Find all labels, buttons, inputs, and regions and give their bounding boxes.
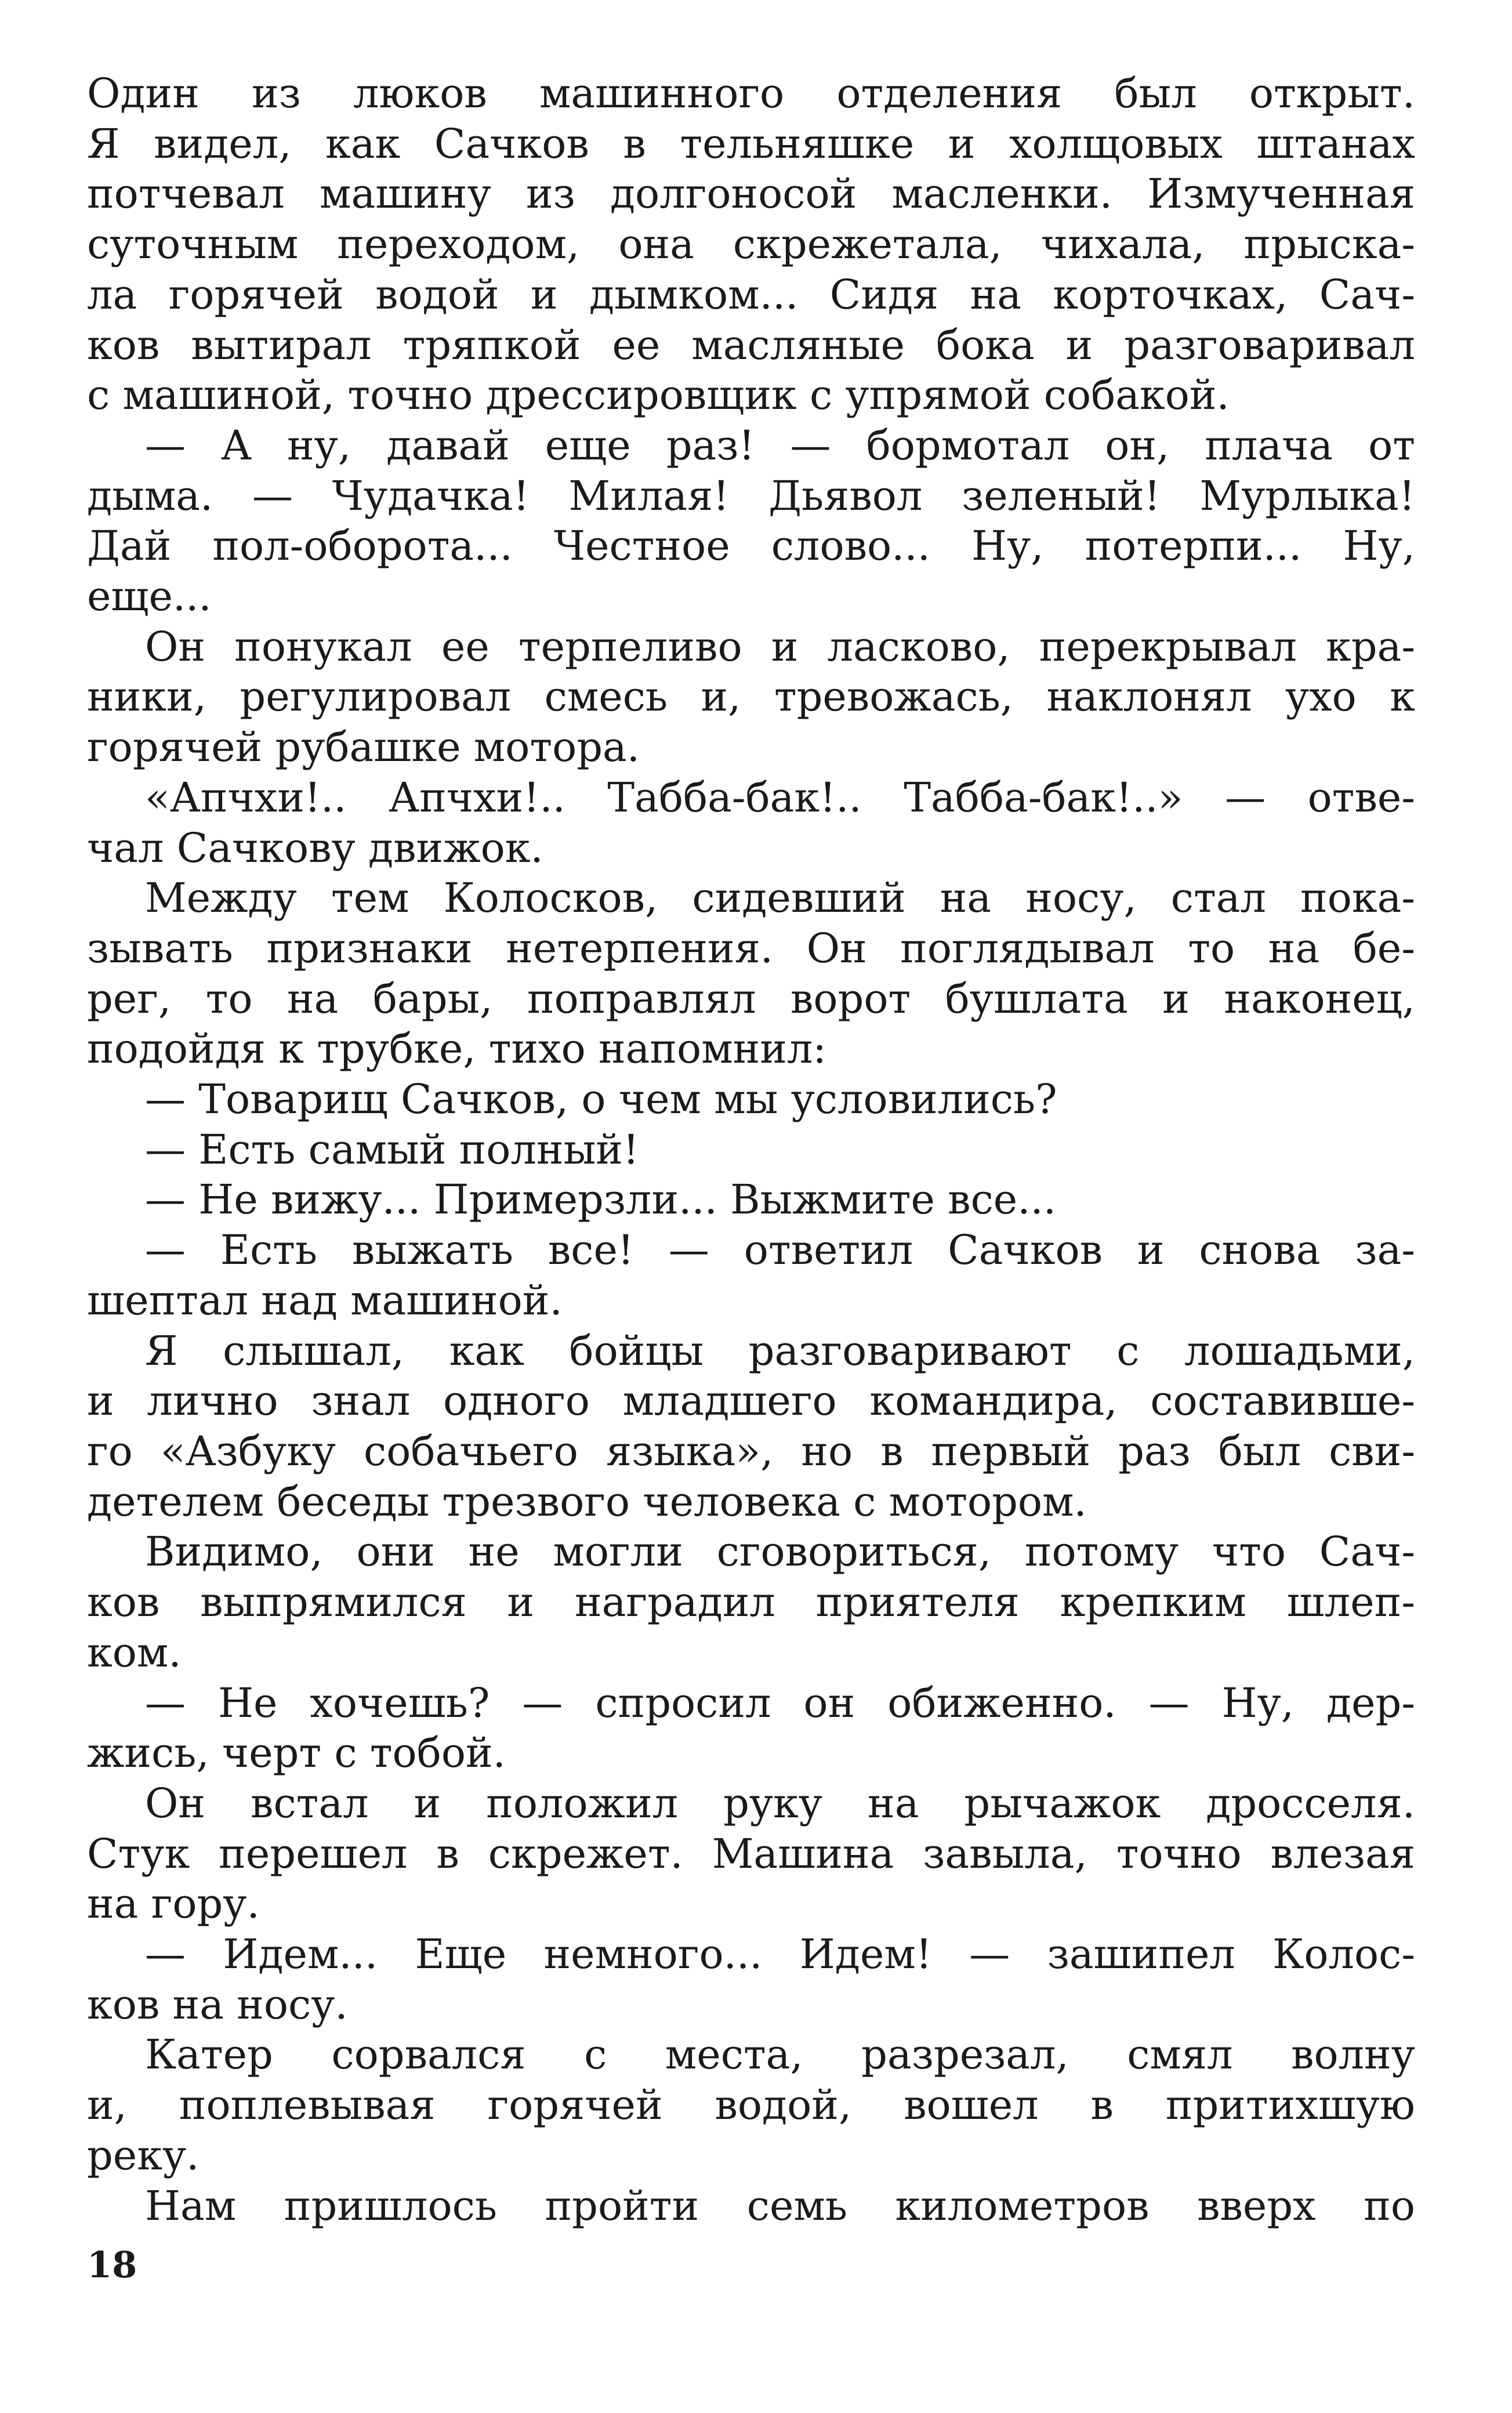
text-line: — Идем... Еще немного... Идем! — зашипел Колос-: [145, 1930, 1415, 1979]
text-line: потчевал машину из долгоносой масленки. Измученная: [87, 170, 1415, 218]
text-line: ков вытирал тряпкой ее масляные бока и разговаривал: [87, 321, 1415, 369]
text-line: Катер сорвался с места, разрезал, смял волну: [145, 2031, 1415, 2079]
paragraph: [87, 622, 1415, 773]
text-line: горячей рубашке мотора.: [87, 723, 640, 771]
text-line: — А ну, давай еще раз! — бормотал он, плача от: [145, 421, 1415, 469]
text-line: и лично знал одного младшего командира, составивше-: [87, 1377, 1415, 1425]
text-line: с машиной, точно дрессировщик с упрямой собакой.: [87, 371, 1230, 419]
text-line: на гору.: [87, 1880, 260, 1928]
text-line: — Есть выжать все! — ответил Сачков и снова за-: [145, 1226, 1415, 1274]
text-line: и, поплевывая горячей водой, вошел в притихшую: [87, 2081, 1415, 2129]
paragraph: [87, 1778, 1415, 1929]
text-line: рег, то на бары, поправлял ворот бушлата и наконец,: [87, 974, 1415, 1023]
text-line: зывать признаки нетерпения. Он поглядывал то на бе-: [87, 924, 1415, 972]
text-line: ков выпрямился и наградил приятеля крепким шлеп-: [87, 1578, 1415, 1626]
paragraph: [87, 873, 1415, 1074]
text-line: чал Сачкову движок.: [87, 824, 543, 872]
paragraph: [87, 2030, 1415, 2180]
text-line: Дай пол-оборота... Честное слово... Ну, потерпи... Ну,: [87, 522, 1415, 570]
paragraph: [87, 1326, 1415, 1527]
paragraph: [87, 1074, 1415, 1125]
paragraph: [87, 1929, 1415, 2030]
text-line: суточным переходом, она скрежетала, чихала, прыска-: [87, 220, 1415, 269]
paragraph: [87, 1125, 1415, 1175]
text-line: Он понукал ее терпеливо и ласково, перекрывал кра-: [145, 622, 1415, 671]
paragraph: [87, 2181, 1415, 2231]
text-line: ники, регулировал смесь и, тревожась, наклонял ухо к: [87, 673, 1415, 721]
text-line: Нам пришлось пройти семь километров вверх по: [145, 2182, 1415, 2230]
text-line: — Товарищ Сачков, о чем мы условились?: [145, 1075, 1057, 1124]
paragraph: [87, 1225, 1415, 1325]
paragraph: [87, 1527, 1415, 1677]
text-line: ком.: [87, 1628, 182, 1676]
text-line: детелем беседы трезвого человека с мотором.: [87, 1477, 1087, 1526]
text-line: Видимо, они не могли сговориться, потому что Сач-: [145, 1528, 1415, 1576]
text-line: — Есть самый полный!: [145, 1125, 640, 1173]
text-line: Я слышал, как бойцы разговаривают с лошадьми,: [145, 1327, 1415, 1375]
paragraph: [87, 773, 1415, 873]
text-line: Я видел, как Сачков в тельняшке и холщовых штанах: [87, 119, 1415, 168]
text-line: реку.: [87, 2131, 200, 2179]
text-line: го «Азбуку собачьего языка», но в первый раз был сви-: [87, 1427, 1415, 1475]
text-line: «Апчхи!.. Апчхи!.. Табба-бак!.. Табба-бак!..» — отве-: [145, 773, 1415, 821]
text-line: — Не хочешь? — спросил он обиженно. — Ну, дер-: [145, 1679, 1415, 1727]
text-line: Один из люков машинного отделения был открыт.: [87, 70, 1415, 117]
text-line: еще...: [87, 573, 212, 621]
paragraph: [87, 421, 1415, 622]
page-body-text: [87, 68, 1415, 2231]
text-line: Между тем Колосков, сидевший на носу, стал пока-: [145, 874, 1415, 922]
paragraph: [87, 1678, 1415, 1778]
text-line: подойдя к трубке, тихо напомнил:: [87, 1025, 827, 1073]
text-line: дыма. — Чудачка! Милая! Дьявол зеленый! Мурлыка!: [87, 472, 1415, 520]
text-line: — Не вижу... Примерзли... Выжмите все...: [145, 1176, 1056, 1224]
text-line: Он встал и положил руку на рычажок дросселя.: [145, 1779, 1415, 1827]
text-line: ков на носу.: [87, 1980, 348, 2028]
paragraph: [87, 68, 1415, 421]
text-line: Стук перешел в скрежет. Машина завыла, точно влезая: [87, 1829, 1415, 1878]
text-line: ла горячей водой и дымком... Сидя на корточках, Сач-: [87, 270, 1415, 318]
text-line: шептал над машиной.: [87, 1276, 563, 1324]
text-line: жись, черт с тобой.: [87, 1729, 506, 1777]
page-number: 18: [87, 2244, 137, 2286]
paragraph: [87, 1175, 1415, 1225]
